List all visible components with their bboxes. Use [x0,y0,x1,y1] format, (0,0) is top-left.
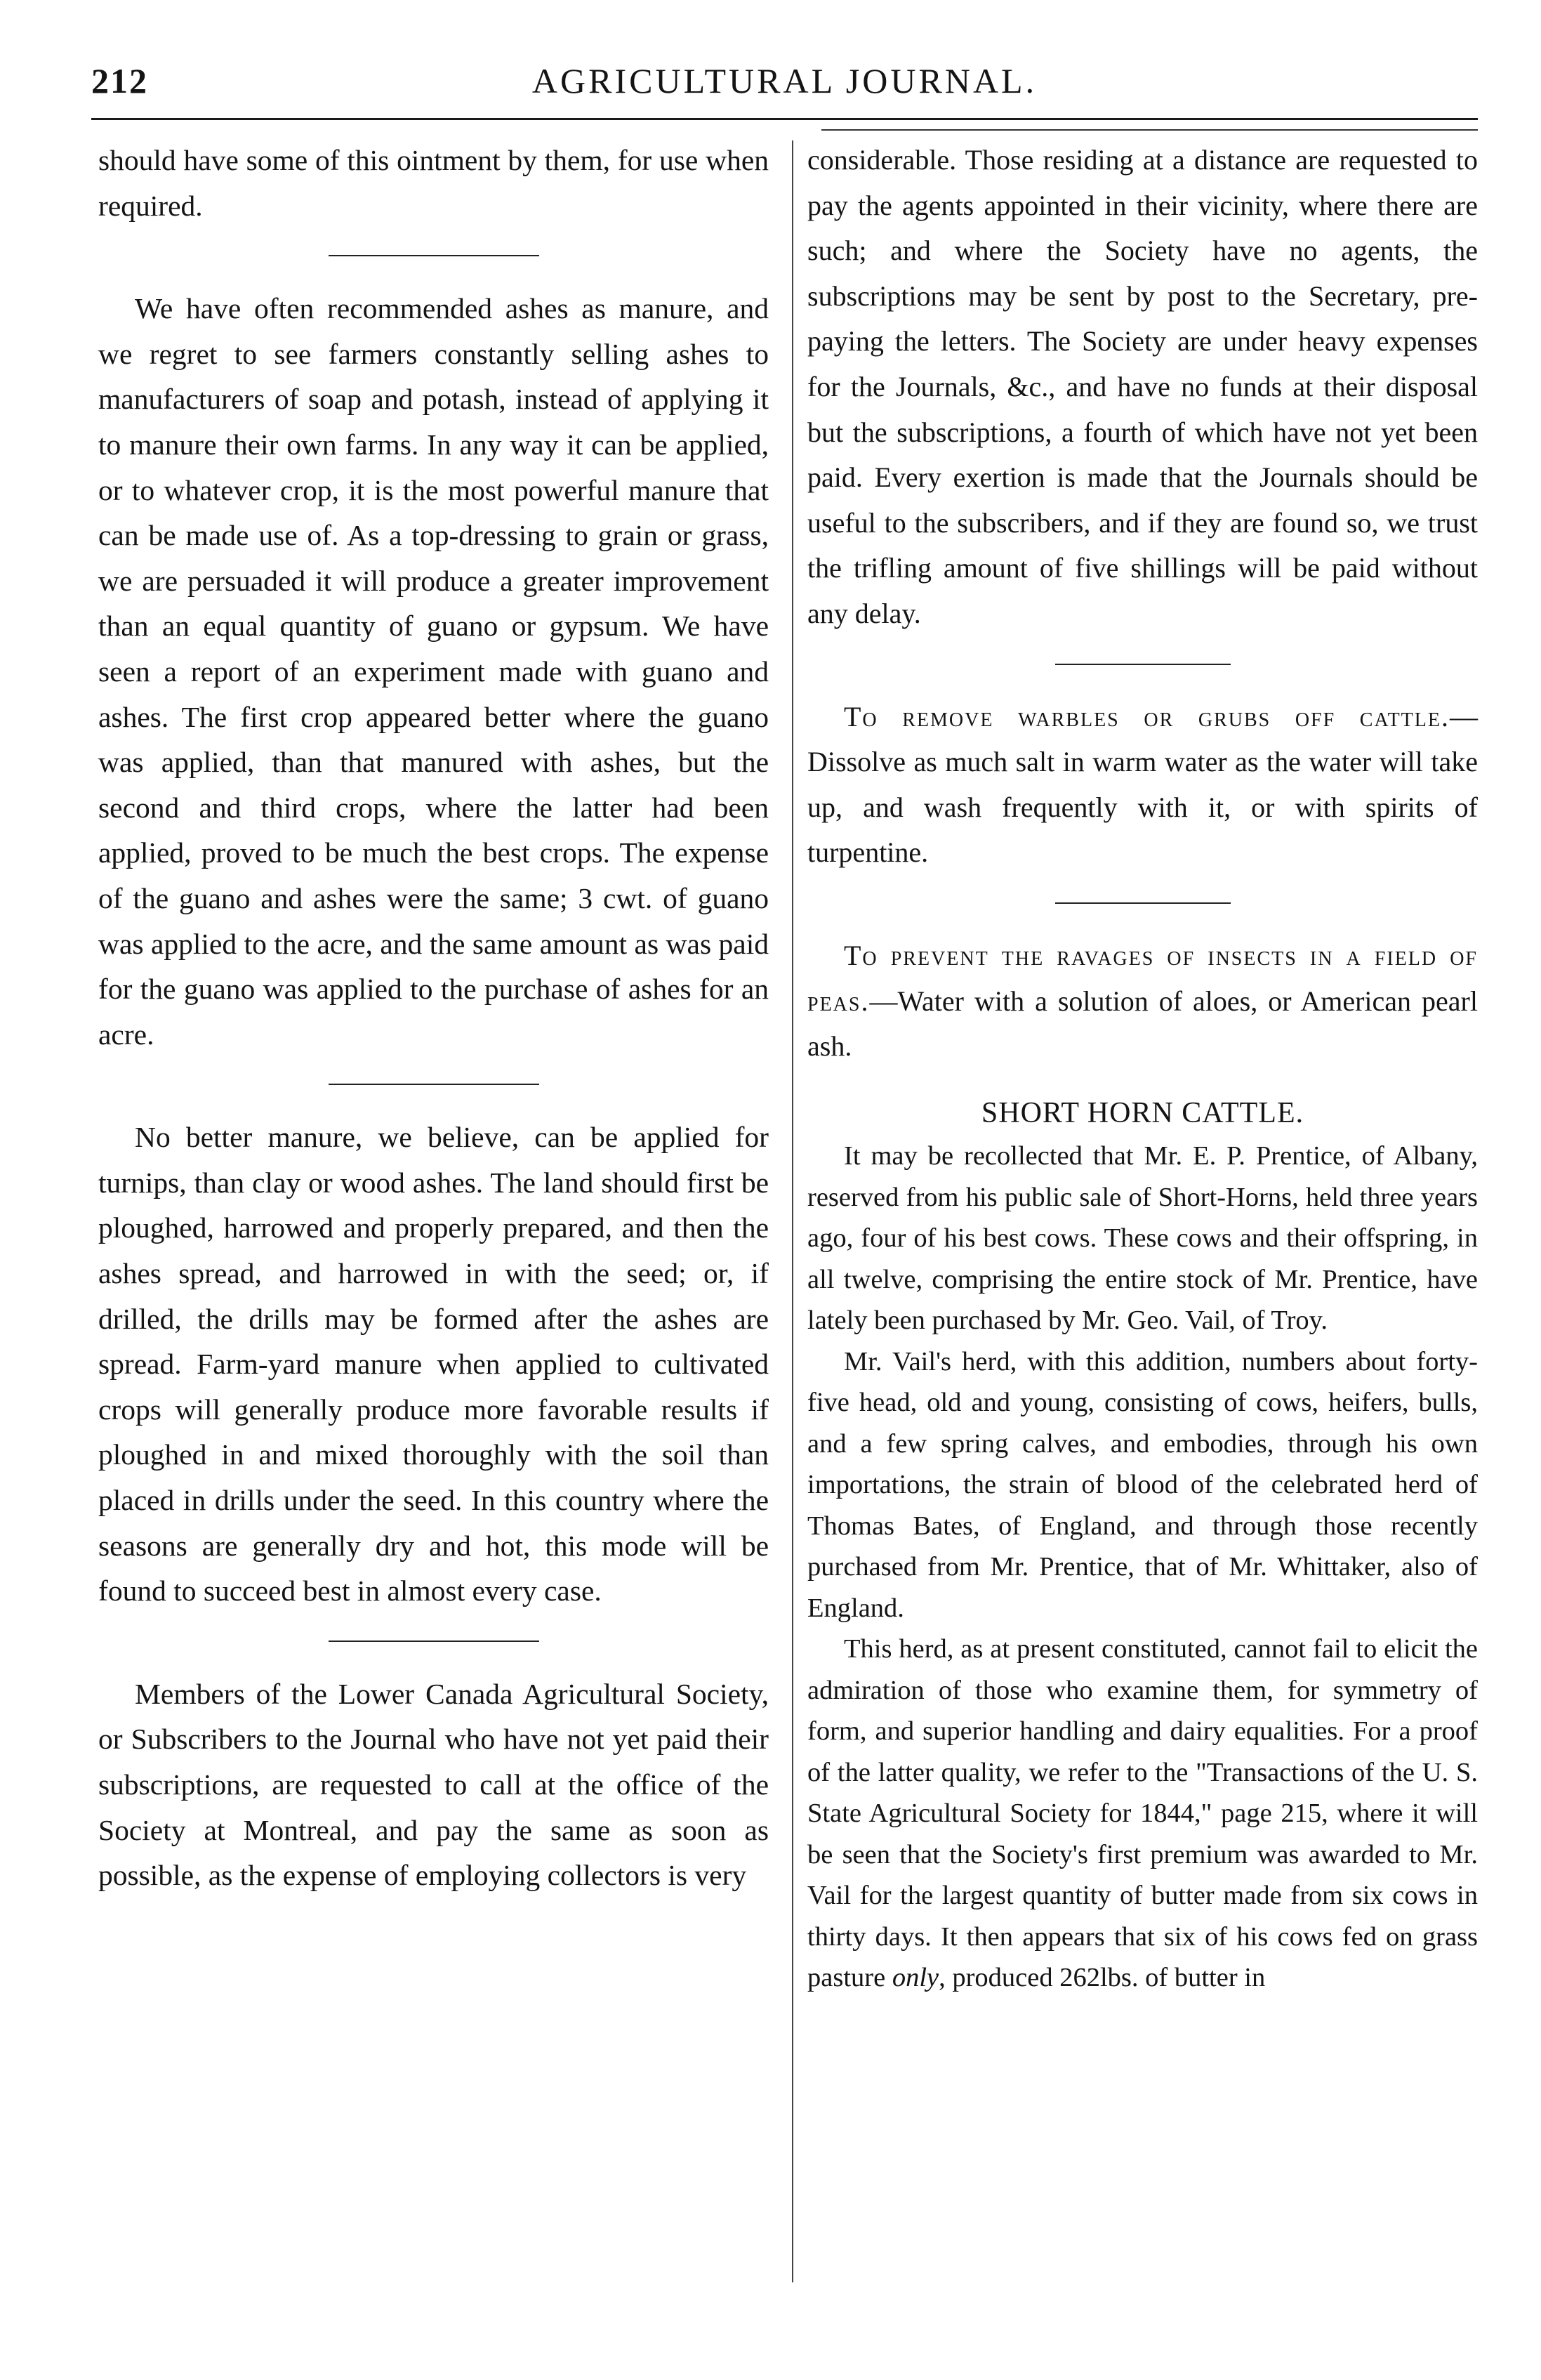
paragraph-cattle-1: It may be recollected that Mr. E. P. Prentice, of Albany, reserved from his public sale of Short-Horns, held three years ago, four of his best cows. These cows and their offspring, in all twelve, comprising the entire stock of Mr. Prentice, have lately been purchased by Mr. Geo. Vail, of Troy. [807,1141,1478,1336]
insects-body: —Water with a solution of aloes, or American pearl ash. [807,985,1478,1063]
column-divider [792,140,793,2282]
section-separator [329,255,539,256]
paragraph-notice-continued: considerable. Those residing at a distance are requested to pay the agents appointed in their vicinity, where there are such; and where the Society have no agents, the subscriptions may be sent by post to the Secretary, pre-paying the letters. The Society are under heavy expenses for the Journals, &c., and have no funds at their disposal but the subscriptions, a fourth of which have not yet been paid. Every exertion is made that the Journals should be useful to the subscribers, and if they are found so, we trust the trifling amount of five shillings will be paid without any delay. [807,144,1478,629]
paragraph-ointment: should have some of this ointment by them, for use when required. [98,144,769,222]
header-rule [91,118,1478,120]
section-separator [1055,664,1231,665]
insects-title: To prevent the ravages of insects in a field of peas. [807,939,1478,1017]
warbles-title: To remove warbles or grubs off cattle. [844,700,1450,732]
section-separator [329,1641,539,1642]
left-column [98,138,769,1898]
article-heading: SHORT HORN CATTLE. [981,1096,1304,1129]
section-separator [329,1084,539,1085]
section-separator [1055,902,1231,904]
paragraph-insects [807,933,1478,1070]
paragraph-turnips: No better manure, we believe, can be applied for turnips, than clay or wood ashes. The land should first be ploughed, harrowed and properly prepared, and then the ashes spread, and harrowed in with the seed; or, if drilled, the drills may be formed after the ashes are spread. Farm-yard manure when applied to cultivated crops will generally produce more favorable results if ploughed in and mixed thoroughly with the soil than placed in drills under the seed. In this country where the seasons are generally dry and hot, this mode will be found to succeed best in almost every case. [98,1121,769,1608]
paragraph-cattle-2: Mr. Vail's herd, with this addition, numbers about forty-five head, old and young, consisting of cows, heifers, bulls, and a few spring calves, and embodies, through his own importations, the strain of blood of the celebrated herd of Thomas Bates, of England, and through those recently purchased from Mr. Prentice, that of Mr. Whittaker, also of England. [807,1346,1478,1623]
running-title: AGRICULTURAL JOURNAL. [531,61,1038,100]
paragraph-warbles [807,695,1478,876]
cattle-3-emphasis: only [892,1963,939,1993]
paragraph-ashes-manure: We have often recommended ashes as manure, and we regret to see farmers constantly selling ashes to manufacturers of soap and potash, instead of applying it to manure their own farms. In any way it can be applied, or to whatever crop, it is the most powerful manure that can be made use of. As a top-dressing to grain or grass, we are persuaded it will produce a greater improvement than an equal quantity of guano or gypsum. We have seen a report of an experiment made with guano and ashes. The first crop appeared better where the guano was applied, than that manured with ashes, but the second and third crops, where the latter had been applied, proved to be much the best crops. The expense of the guano and ashes were the same; 3 cwt. of guano was applied to the acre, and the same amount as was paid for the guano was applied to the purchase of ashes for an acre. [98,292,769,1051]
paragraph-cattle-3 [807,1629,1478,1999]
header-rule-secondary [821,129,1478,131]
warbles-body: —Dissolve as much salt in warm water as the water will take up, and wash frequently with it, or with spirits of turpentine. [807,700,1478,869]
paragraph-members-notice: Members of the Lower Canada Agricultural Society, or Subscribers to the Journal who have not yet paid their subscriptions, are requested to call at the office of the Society at Montreal, and pay the same as soon as possible, as the expense of employing collectors is very [98,1677,769,1892]
right-column [807,138,1478,1999]
cattle-3-end: , produced 262lbs. of butter in [939,1963,1266,1993]
page-header [91,55,1478,118]
page-number: 212 [91,61,148,100]
cattle-3-text: This herd, as at present constituted, cannot fail to elicit the admiration of those who examine them, for symmetry of form, and superior handling and dairy equalities. For a proof of the latter quality, we refer to the "Transactions of the U. S. State Agricultural Society for 1844," page 215, where it will be seen that the Society's first premium was awarded to Mr. Vail for the largest quantity of butter made from six cows in thirty days. It then appears that six of his cows fed on grass pasture [807,1634,1478,1993]
